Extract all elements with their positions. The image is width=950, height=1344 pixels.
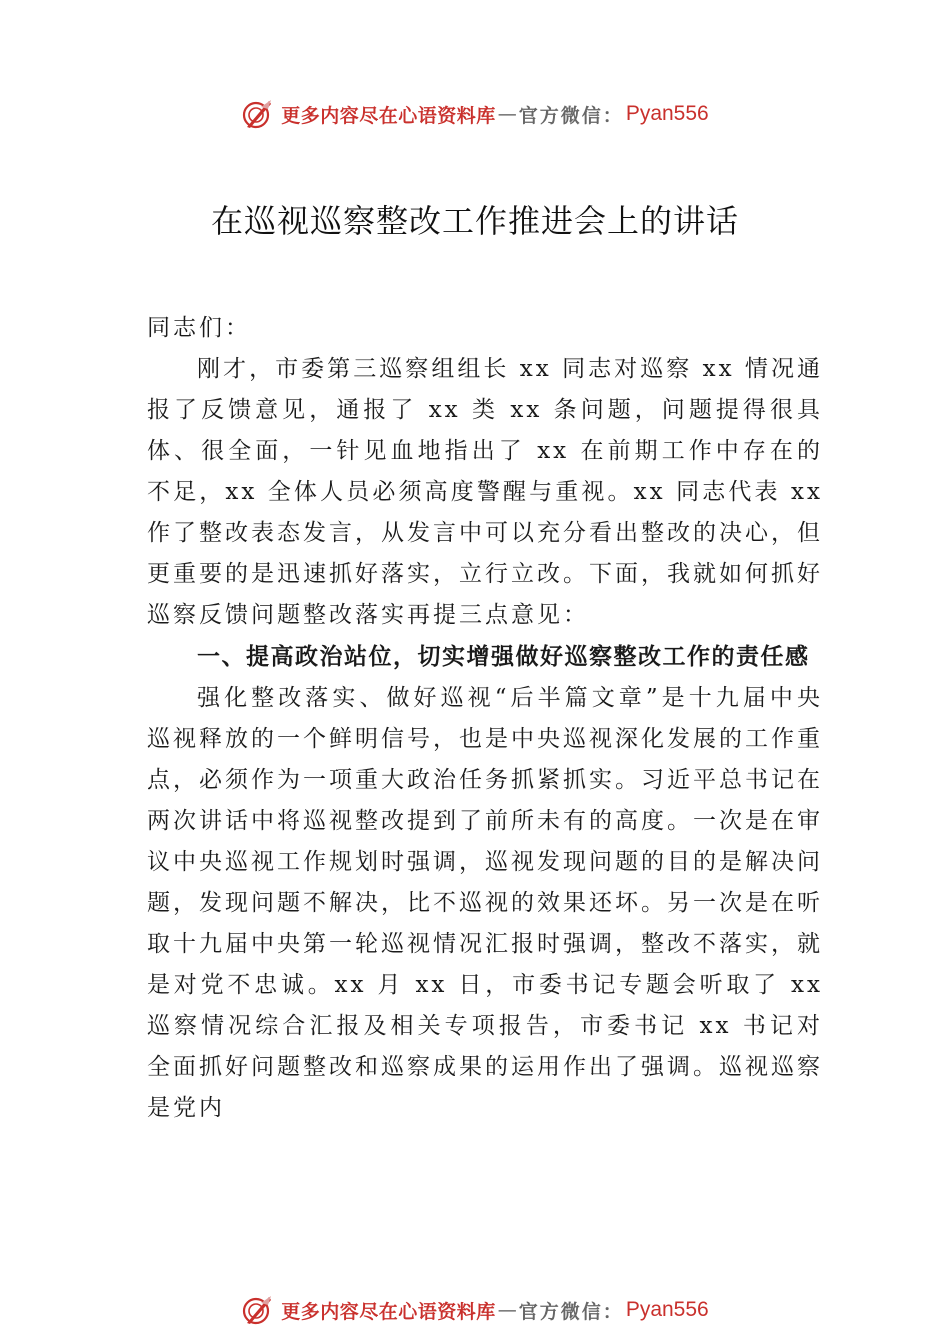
section-1-heading: 一、提高政治站位，切实增强做好巡察整改工作的责任感 [197, 644, 810, 670]
watermark-brand-text: 更多内容尽在心语资料库 [281, 1300, 496, 1323]
quill-logo-icon [241, 1293, 275, 1327]
top-watermark-banner [0, 94, 950, 134]
paragraph-1: 刚才，市委第三巡察组组长 xx 同志对巡察 xx 情况通报了反馈意见，通报了 xx 类 xx 条问题，问题提得很具体、很全面，一针见血地指出了 xx 在前期工作中存在的不足，xx 全体人员必须高度警醒与重视。xx 同志代表 xx 作了整改表态发言，从发言中可以充分看出整改的决心，但更重要的是迅速抓好落实，立行立改。下面，我就如何抓好巡察反馈问题整改落实再提三点意见： [147, 356, 823, 628]
watermark-wechat-id: Pyan556 [625, 1298, 709, 1321]
watermark-wechat-label: 官方微信： [518, 1300, 624, 1323]
watermark-brand-text: 更多内容尽在心语资料库 [281, 104, 496, 127]
paragraph-2: 强化整改落实、做好巡视“后半篇文章”是十九届中央巡视释放的一个鲜明信号，也是中央巡视深化发展的工作重点，必须作为一项重大政治任务抓紧抓实。习近平总书记在两次讲话中将巡视整改提到了前所未有的高度。一次是在审议中央巡视工作规划时强调，巡视发现问题的目的是解决问题，发现问题不解决，比不巡视的效果还坏。另一次是在听取十九届中央第一轮巡视情况汇报时强调，整改不落实，就是对党不忠诚。xx 月 xx 日，市委书记专题会听取了 xx 巡察情况综合汇报及相关专项报告，市委书记 xx 书记对全面抓好问题整改和巡察成果的运用作出了强调。巡视巡察是党内 [147, 685, 823, 1121]
watermark-dash: — [497, 1299, 517, 1321]
watermark-wechat-label: 官方微信： [518, 104, 624, 127]
document-body [147, 308, 823, 1129]
quill-logo-icon [241, 97, 275, 131]
watermark-wechat-id: Pyan556 [625, 102, 709, 125]
salutation: 同志们： [147, 315, 251, 341]
bottom-watermark-banner [0, 1290, 950, 1330]
document-title: 在巡视巡察整改工作推进会上的讲话 [210, 202, 739, 240]
watermark-dash: — [497, 103, 517, 125]
